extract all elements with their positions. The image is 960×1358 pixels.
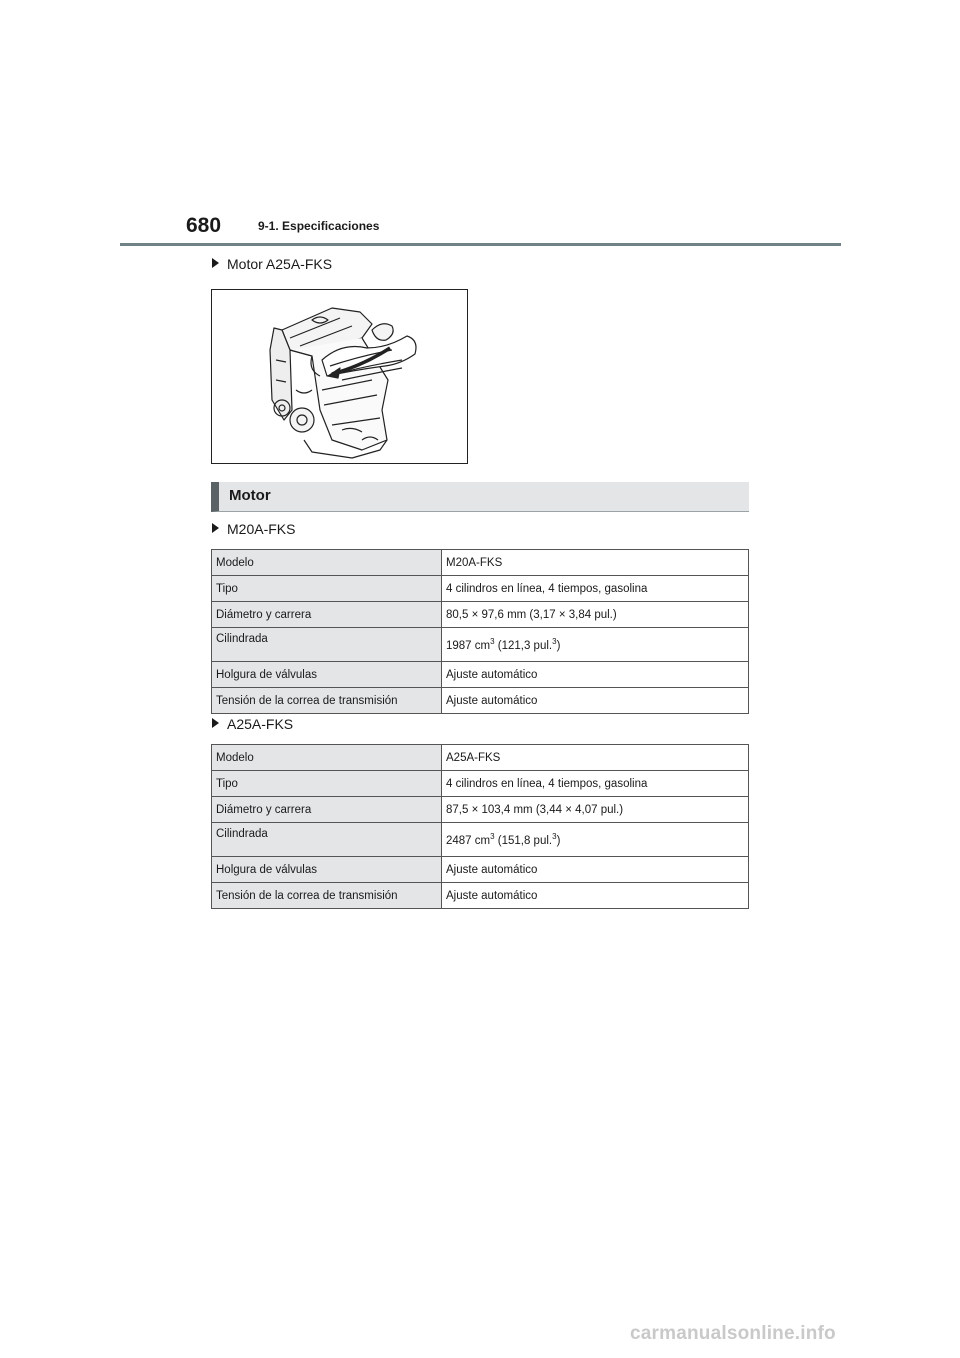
engine-caption [212, 256, 332, 272]
bullet-arrow-icon [212, 523, 219, 533]
row-label: Diámetro y carrera [212, 797, 442, 823]
row-label: Holgura de válvulas [212, 857, 442, 883]
row-value: Ajuste automático [442, 883, 749, 909]
row-label: Tensión de la correa de transmisión [212, 883, 442, 909]
row-value: M20A-FKS [442, 550, 749, 576]
row-label: Modelo [212, 550, 442, 576]
row-label: Tipo [212, 771, 442, 797]
table2-heading-text: A25A-FKS [227, 716, 294, 732]
row-value: 4 cilindros en línea, 4 tiempos, gasolina [442, 771, 749, 797]
table-row [212, 688, 749, 714]
engine-caption-text: Motor A25A-FKS [227, 256, 333, 272]
motor-section-title: Motor [229, 487, 271, 504]
row-label: Tensión de la correa de transmisión [212, 688, 442, 714]
table2-heading [212, 716, 293, 732]
row-label: Tipo [212, 576, 442, 602]
row-label: Holgura de válvulas [212, 662, 442, 688]
spec-table-m20a [211, 549, 749, 714]
row-value: Ajuste automático [442, 857, 749, 883]
section-title: 9-1. Especificaciones [258, 219, 380, 233]
row-value: 87,5 × 103,4 mm (3,44 × 4,07 pul.) [442, 797, 749, 823]
row-value: Ajuste automático [442, 662, 749, 688]
table-row [212, 797, 749, 823]
row-label: Cilindrada [212, 628, 442, 662]
bullet-arrow-icon [212, 258, 219, 268]
table-row [212, 576, 749, 602]
table-row [212, 823, 749, 857]
table-row [212, 883, 749, 909]
table-row [212, 550, 749, 576]
table-row [212, 602, 749, 628]
page-number: 680 [186, 214, 222, 237]
footer-watermark[interactable]: carmanualsonline.info [630, 1323, 836, 1344]
bullet-arrow-icon [212, 718, 219, 728]
row-value: 80,5 × 97,6 mm (3,17 × 3,84 pul.) [442, 602, 749, 628]
spec-table-a25a [211, 744, 749, 909]
table-row [212, 857, 749, 883]
table1-heading-text: M20A-FKS [227, 521, 296, 537]
row-value: Ajuste automático [442, 688, 749, 714]
table-row [212, 745, 749, 771]
table1-heading [212, 521, 295, 537]
motor-section-banner [211, 482, 749, 512]
table-row [212, 628, 749, 662]
row-label: Modelo [212, 745, 442, 771]
header-divider [120, 243, 841, 246]
table-row [212, 662, 749, 688]
row-label: Diámetro y carrera [212, 602, 442, 628]
row-value: A25A-FKS [442, 745, 749, 771]
row-value: 2487 $cm^3$ (151,8 pul.$^3$) [442, 823, 749, 857]
row-value: 4 cilindros en línea, 4 tiempos, gasolina [442, 576, 749, 602]
engine-drawing-icon [212, 290, 467, 463]
row-value: 1987 $cm^3$ (121,3 pul.$^3$) [442, 628, 749, 662]
row-label: Cilindrada [212, 823, 442, 857]
engine-illustration [211, 289, 468, 464]
table-row [212, 771, 749, 797]
